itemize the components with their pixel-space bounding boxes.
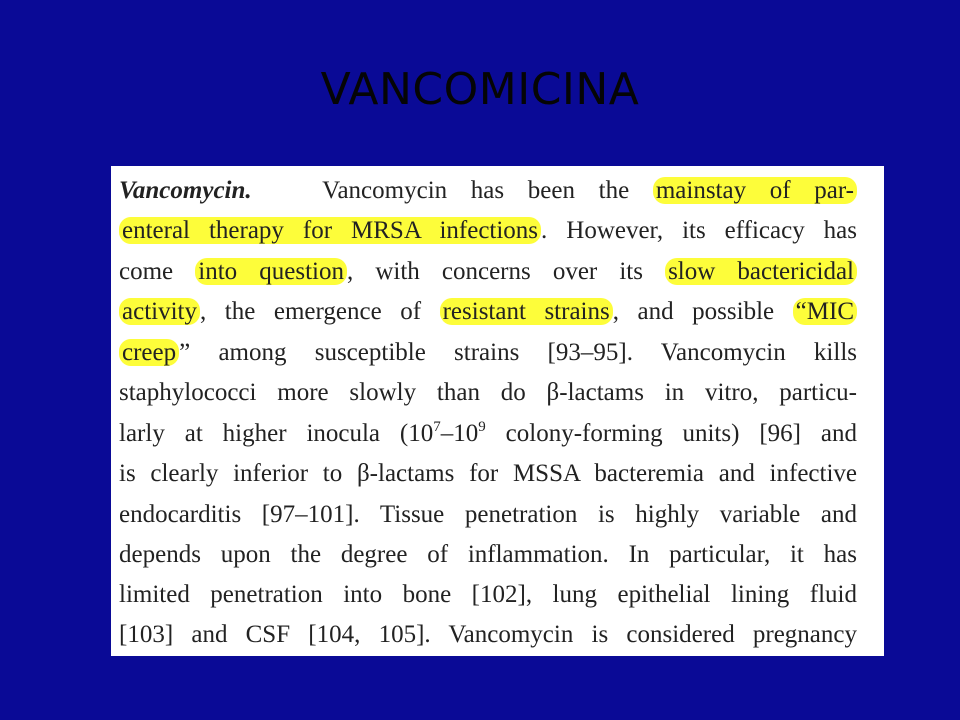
excerpt-line [119, 295, 857, 329]
highlighted-phrase: “MIC [793, 298, 857, 325]
article-excerpt [111, 166, 884, 656]
text-span: colony-forming units) [96] and [485, 420, 857, 447]
text-span: come [119, 258, 196, 285]
text-span: depends upon the degree of inflammation. In particular, it has [119, 541, 857, 568]
excerpt-line [119, 498, 857, 532]
excerpt-line [119, 174, 857, 208]
text-span: limited penetration into bone [102], lung epithelial lining fluid [119, 581, 857, 608]
text-span: is clearly inferior to β-lactams for MSSA bacteremia and infective [119, 460, 857, 487]
excerpt-line [119, 214, 857, 248]
text-span: Vancomycin has been the [251, 177, 653, 204]
highlighted-phrase: enteral therapy for MRSA infections [119, 217, 541, 244]
text-span: larly at higher inocula (10 [119, 420, 434, 447]
excerpt-line [119, 255, 857, 289]
text-span: –10 [440, 420, 479, 447]
excerpt-line [119, 618, 857, 652]
text-span: [103] and CSF [104, 105]. Vancomycin is considered pregnancy [119, 621, 857, 648]
excerpt-line [119, 417, 857, 451]
text-span: ” among susceptible strains [93–95]. Vancomycin kills [179, 339, 857, 366]
superscript: 7 [433, 419, 441, 435]
highlighted-phrase: mainstay of par- [653, 177, 857, 204]
highlighted-phrase: into question [195, 258, 347, 285]
highlighted-phrase: creep [119, 339, 179, 366]
text-span: , and possible [612, 298, 793, 325]
superscript: 9 [478, 419, 486, 435]
slide-title: VANCOMICINA [320, 64, 640, 115]
text-span: staphylococci more slowly than do β-lactams in vitro, particu- [119, 379, 857, 406]
excerpt-line [119, 336, 857, 370]
excerpt-line [119, 578, 857, 612]
text-span: , with concerns over its [346, 258, 666, 285]
highlighted-phrase: activity [119, 298, 200, 325]
text-span: . However, its efficacy has [541, 217, 857, 244]
text-span: endocarditis [97–101]. Tissue penetration is highly variable and [119, 501, 857, 528]
excerpt-line [119, 538, 857, 572]
highlighted-phrase: resistant strains [440, 298, 613, 325]
excerpt-line [119, 376, 857, 410]
section-lead: Vancomycin. [119, 177, 252, 204]
excerpt-line [119, 457, 857, 491]
highlighted-phrase: slow bactericidal [665, 258, 857, 285]
text-span: , the emergence of [199, 298, 440, 325]
